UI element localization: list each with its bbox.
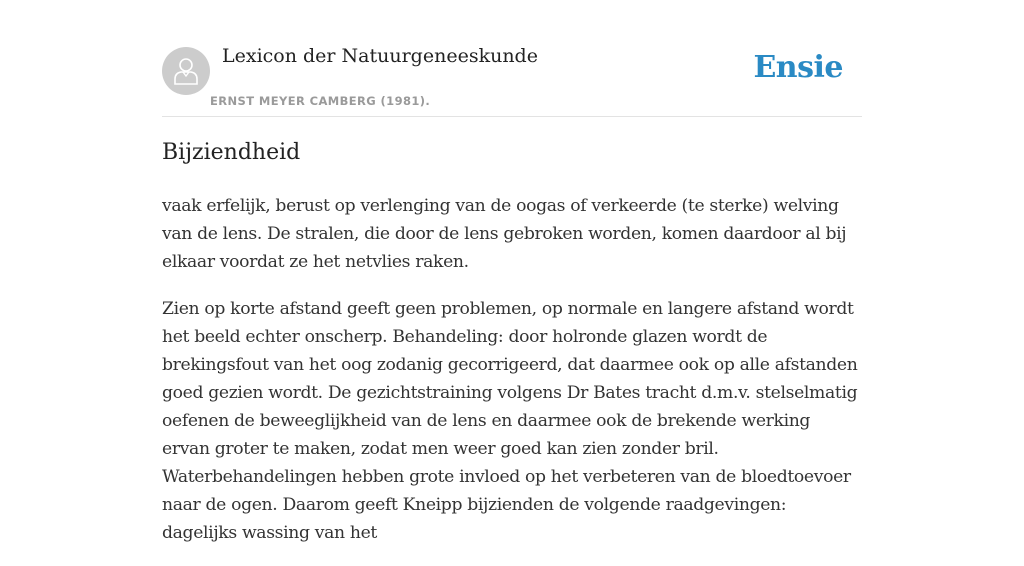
entry-paragraph: vaak erfelijk, berust op verlenging van de oogas of verkeerde (te sterke) welving van de lens. De stralen, die door de lens gebroken worden, komen daardoor al bij elkaar voordat ze het netvlies raken. [162, 196, 847, 272]
source-author: ERNST MEYER CAMBERG (1981). [210, 94, 431, 108]
entry-body [162, 192, 862, 566]
avatar[interactable] [162, 47, 210, 95]
ensie-logo[interactable]: Ensie [753, 50, 843, 85]
user-icon [174, 57, 198, 85]
entry-paragraph: Zien op korte afstand geeft geen problemen, op normale en langere afstand wordt het beeld echter onscherp. Behandeling: door holronde glazen wordt de brekingsfout van het oog zodanig gecorrigeerd, dat daarmee ook op alle afstanden goed gezien wordt. De gezichtstraining volgens Dr Bates tracht d.m.v. stelselmatig oefenen de beweeglijkheid van de lens en daarmee ook de brekende werking ervan groter te maken, zodat men weer goed kan zien zonder bril. Waterbehandelingen hebben grote invloed op het verbeteren van de bloedtoevoer naar de ogen. Daarom geeft Kneipp bijzienden de volgende raadgevingen: dagelijks wassing van het [162, 299, 858, 543]
source-header [162, 0, 862, 117]
source-title[interactable]: Lexicon der Natuurgeneeskunde [222, 45, 538, 67]
entry-page [162, 0, 862, 543]
entry-headword: Bijziendheid [162, 140, 301, 165]
